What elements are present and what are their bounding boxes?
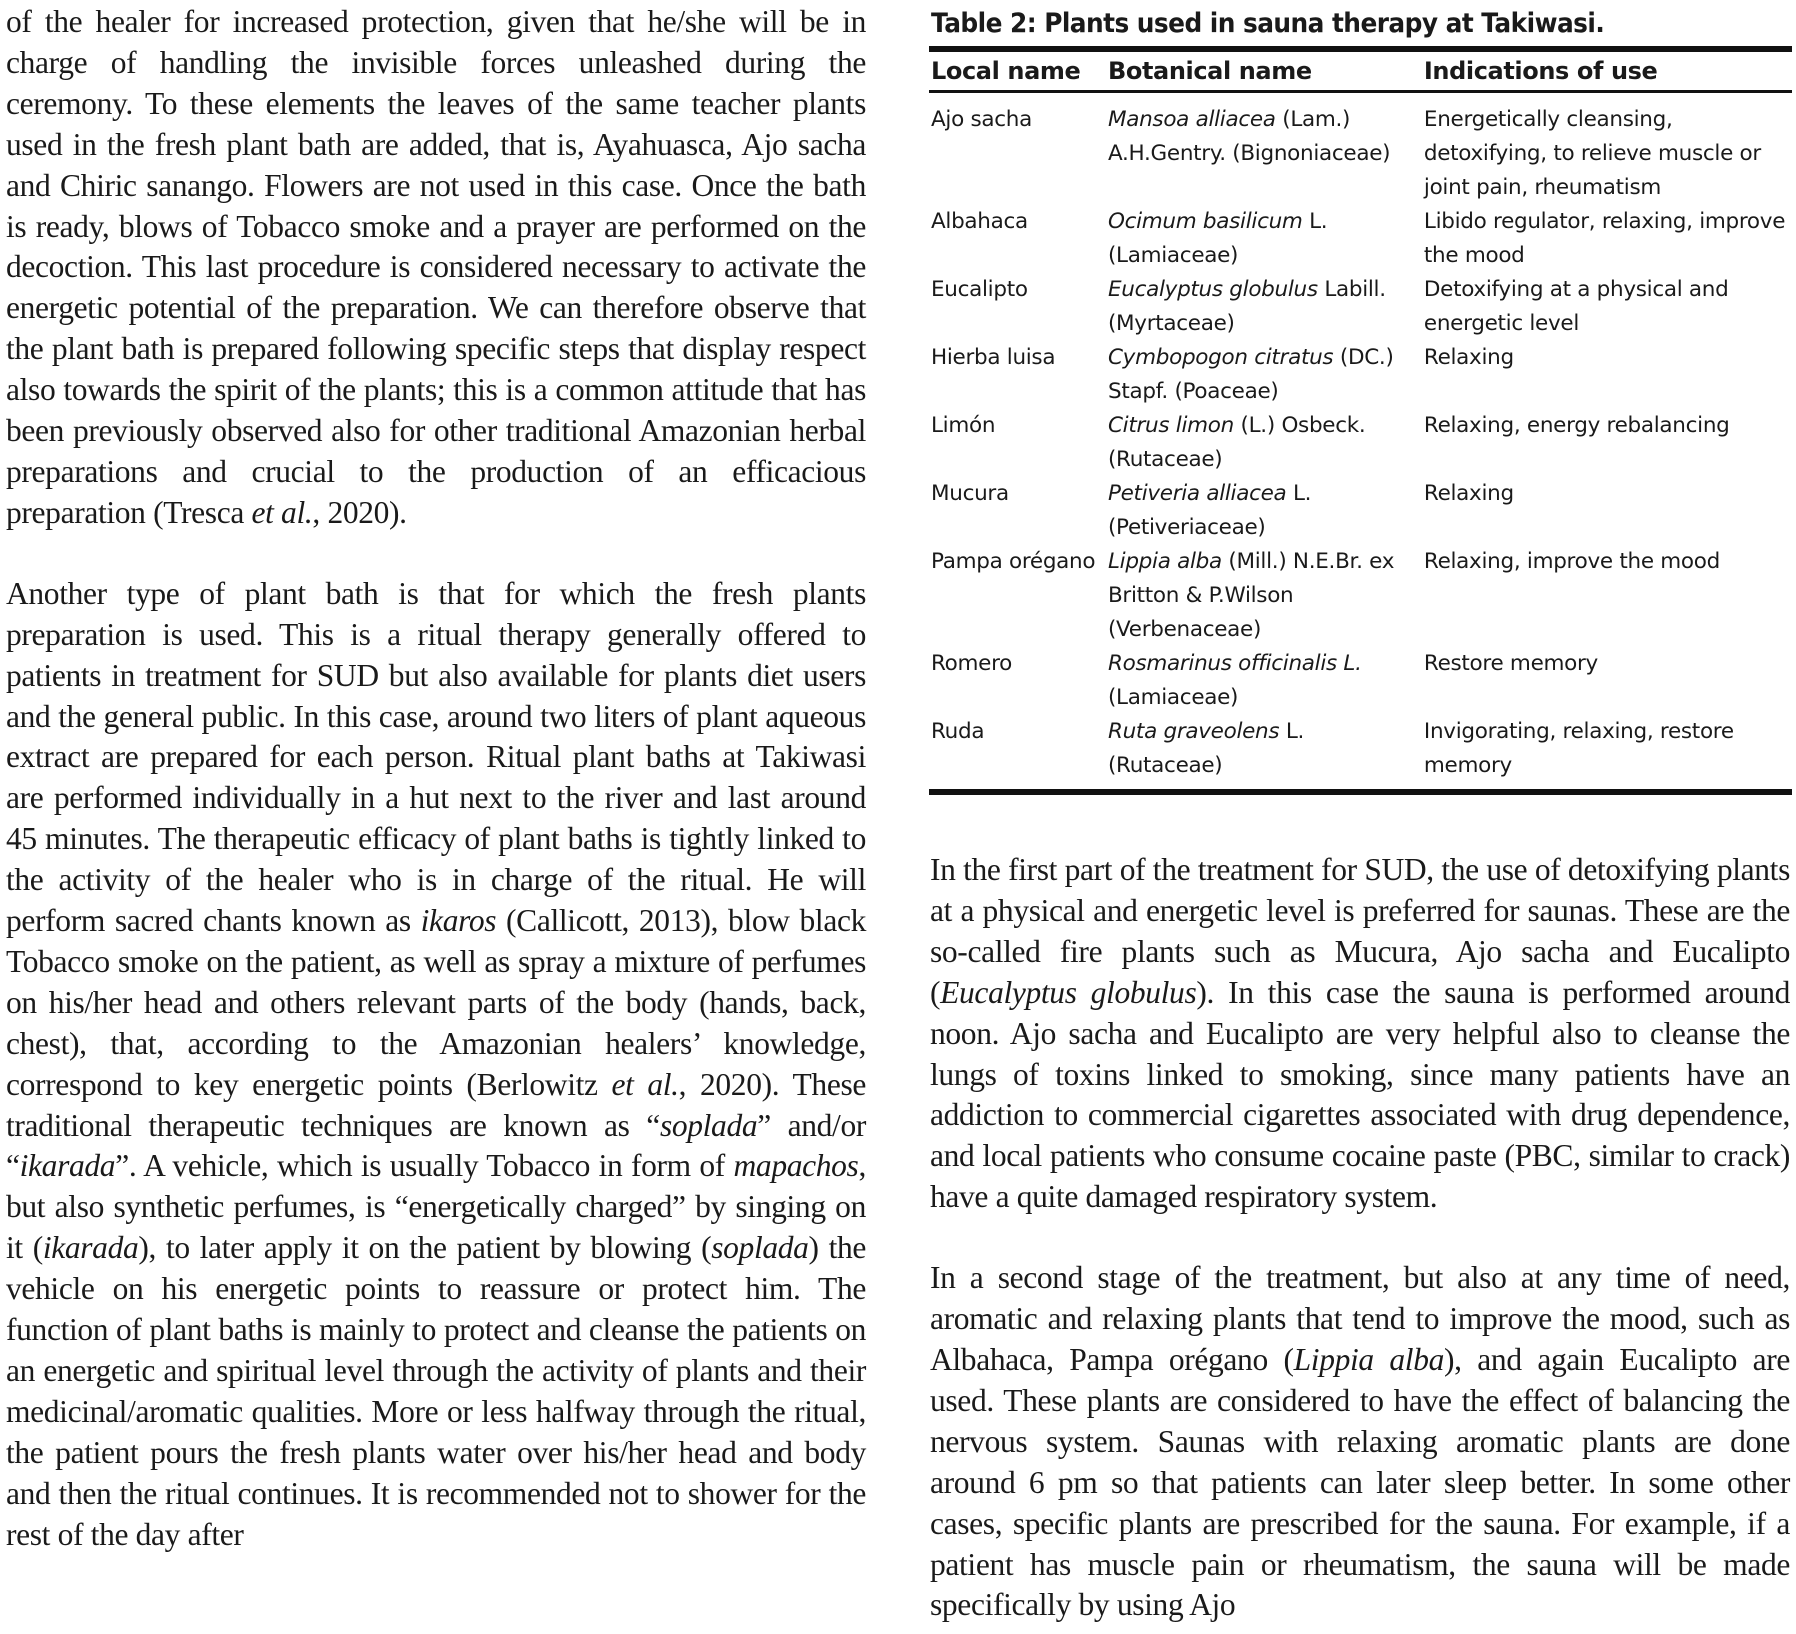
italic-text: et al.	[611, 1066, 679, 1102]
botanical-species-italic: Ruta graveolens	[1107, 719, 1280, 744]
cell-local-name: Ruda	[931, 719, 985, 744]
cell-botanical-name	[1106, 273, 1422, 341]
cell-botanical-name	[1106, 409, 1422, 477]
botanical-authority: L. (Rutaceae)	[1107, 719, 1305, 778]
botanical-species-italic: Mansoa alliacea	[1107, 107, 1276, 132]
table-row	[929, 545, 1792, 647]
botanical-species-italic: Ocimum basilicum	[1107, 209, 1303, 234]
cell-local-name: Limón	[931, 413, 996, 438]
table-caption: Table 2: Plants used in sauna therapy at Takiwasi.	[931, 8, 1605, 39]
cell-botanical-name	[1106, 477, 1422, 545]
table-row	[929, 647, 1792, 715]
cell-local-name: Mucura	[931, 481, 1009, 506]
paragraph-detoxifying-saunas	[930, 850, 1790, 1218]
cell-botanical-name	[1106, 647, 1422, 715]
text-run: Another type of plant bath is that for which the fresh plants preparation is used. This is a ritual therapy generally offered to patients in treatment for SUD but also available for plants diet users and the general public. In this case, around two liters of plant aqueous extract are prepared for each person. Ritual plant baths at Takiwasi are performed individually in a hut next to the river and last around 45 minutes. The therapeutic efficacy of plant baths is tightly linked to the activity of the healer who is in charge of the ritual. He will perform sacred chants known as	[6, 575, 866, 939]
cell-botanical-name	[1106, 341, 1422, 409]
text-run: ” and/or “	[6, 1107, 866, 1184]
cell-indications: Detoxifying at a physical and energetic level	[1423, 277, 1729, 336]
italic-text: soplada	[711, 1230, 809, 1266]
table-row	[929, 205, 1792, 273]
text-run: ”. A vehicle, which is usually Tobacco in form of	[115, 1148, 734, 1184]
text-run: , 2020). These traditional therapeutic techniques are known as “	[6, 1066, 866, 1143]
botanical-species-italic: Lippia alba	[1107, 549, 1222, 574]
table-row	[929, 715, 1792, 792]
botanical-species-italic: Citrus limon	[1107, 413, 1234, 438]
text-run: ), to later apply it on the patient by blowing (	[138, 1230, 712, 1266]
cell-botanical-name	[1106, 205, 1422, 273]
text-run: ), and again Eucalipto are used. These plants are considered to have the effect of balancing the nervous system. Saunas with relaxing aromatic plants are done around 6 pm so that patients can later sleep better. In some other cases, specific plants are prescribed for the sauna. For example, if a patient has muscle pain or rheumatism, the sauna will be made specifically by using Ajo	[930, 1341, 1790, 1623]
botanical-authority: L. (Lamiaceae)	[1107, 209, 1328, 268]
cell-indications: Relaxing, energy rebalancing	[1423, 413, 1730, 438]
cell-indications: Relaxing	[1423, 345, 1514, 370]
cell-indications: Energetically cleansing, detoxifying, to relieve muscle or joint pain, rheumatism	[1423, 107, 1761, 200]
cell-local-name: Hierba luisa	[931, 345, 1056, 370]
text-run: of the healer for increased protection, given that he/she will be in charge of handling the invisible forces unleashed during the ceremony. To these elements the leaves of the same teacher plants used in the fresh plant bath are added, that is, Ayahuasca, Ajo sacha and Chiric sanango. Flowers are not used in this case. Once the bath is ready, blows of Tobacco smoke and a prayer are performed on the decoction. This last procedure is considered necessary to activate the energetic potential of the preparation. We can therefore observe that the plant bath is prepared following specific steps that display respect also towards the spirit of the plants; this is a common attitude that has been previously observed also for other traditional Amazonian herbal preparations and crucial to the production of an efficacious preparation (Tresca	[6, 4, 866, 530]
cell-local-name: Eucalipto	[931, 277, 1028, 302]
cell-botanical-name	[1106, 715, 1422, 792]
table-row	[929, 273, 1792, 341]
table-header-row	[929, 49, 1792, 92]
botanical-authority: (Lamiaceae)	[1107, 685, 1239, 710]
text-run: In the first part of the treatment for SUD, the use of detoxifying plants at a physical and energetic level is preferred for saunas. These are the so-called fire plants such as Mucura, Ajo sacha and Eucalipto (	[930, 852, 1790, 1010]
botanical-species-italic: Rosmarinus officinalis L.	[1107, 651, 1362, 676]
left-text-column	[6, 2, 866, 1556]
botanical-species-italic: Eucalyptus globulus	[1107, 277, 1318, 302]
cell-indications: Invigorating, relaxing, restore memory	[1423, 719, 1734, 778]
cell-indications: Relaxing	[1423, 481, 1514, 506]
paragraph-relaxing-saunas	[930, 1258, 1790, 1626]
botanical-authority: (DC.) Stapf. (Poaceae)	[1107, 345, 1394, 404]
botanical-authority: (L.) Osbeck. (Rutaceae)	[1107, 413, 1366, 472]
italic-text: Lippia alba	[1293, 1341, 1445, 1377]
italic-text: Eucalyptus globulus	[940, 974, 1197, 1010]
table-row	[929, 341, 1792, 409]
paragraph-plant-bath-preparation	[6, 2, 866, 534]
botanical-authority: L. (Petiveriaceae)	[1107, 481, 1312, 540]
botanical-authority: (Mill.) N.E.Br. ex Britton & P.Wilson (Verbenaceae)	[1107, 549, 1395, 642]
italic-text: ikaros	[420, 903, 497, 939]
italic-text: mapachos	[733, 1148, 859, 1184]
text-run: , but also synthetic perfumes, is “energetically charged” by singing on it (	[6, 1148, 866, 1266]
cell-botanical-name	[1106, 545, 1422, 647]
botanical-authority: Labill. (Myrtaceae)	[1107, 277, 1386, 336]
table-row	[929, 477, 1792, 545]
botanical-authority: (Lam.) A.H.Gentry. (Bignoniaceae)	[1107, 107, 1391, 166]
botanical-species-italic: Petiveria alliacea	[1107, 481, 1287, 506]
cell-botanical-name	[1106, 92, 1422, 206]
cell-indications: Libido regulator, relaxing, improve the mood	[1423, 209, 1786, 268]
paragraph-fresh-plant-bath	[6, 574, 866, 1556]
italic-text: ikarada	[19, 1148, 116, 1184]
cell-local-name: Albahaca	[931, 209, 1028, 234]
cell-indications: Restore memory	[1423, 651, 1598, 676]
table-2-block	[929, 4, 1792, 795]
cell-local-name: Ajo sacha	[931, 107, 1032, 132]
text-run: ). In this case the sauna is performed around noon. Ajo sacha and Eucalipto are very helpful also to cleanse the lungs of toxins linked to smoking, since many patients have an addiction to commercial cigarettes associated with drug dependence, and local patients who consume cocaine paste (PBC, similar to crack) have a quite damaged respiratory system.	[930, 974, 1791, 1215]
header-botanical-name: Botanical name	[1106, 49, 1422, 92]
cell-local-name: Pampa orégano	[931, 549, 1096, 574]
plants-sauna-table	[929, 46, 1792, 795]
table-row	[929, 92, 1792, 206]
italic-text: et al.	[251, 494, 313, 530]
table-row	[929, 409, 1792, 477]
text-run: In a second stage of the treatment, but also at any time of need, aromatic and relaxing plants that tend to improve the mood, such as Albahaca, Pampa orégano (	[930, 1260, 1790, 1377]
right-text-column	[930, 850, 1790, 1626]
text-run: ) the vehicle on his energetic points to reassure or protect him. The function of plant baths is mainly to protect and cleanse the patients on an energetic and spiritual level through the activity of plants and their medicinal/aromatic qualities. More or less halfway through the ritual, the patient pours the fresh plants water over his/her head and body and then the ritual continues. It is recommended not to shower for the rest of the day after	[6, 1230, 867, 1552]
cell-local-name: Romero	[931, 651, 1013, 676]
header-indications-of-use: Indications of use	[1422, 49, 1792, 92]
text-run: (Callicott, 2013), blow black Tobacco smoke on the patient, as well as spray a mixture of perfumes on his/her head and others relevant parts of the body (hands, back, chest), that, according to the Amazonian healers’ knowledge, correspond to key energetic points (Berlowitz	[6, 903, 866, 1102]
table-body	[929, 92, 1792, 793]
cell-indications: Relaxing, improve the mood	[1423, 549, 1720, 574]
italic-text: ikarada	[42, 1230, 139, 1266]
text-run: , 2020).	[312, 494, 407, 530]
header-local-name: Local name	[929, 49, 1106, 92]
italic-text: soplada	[659, 1107, 758, 1143]
botanical-species-italic: Cymbopogon citratus	[1107, 345, 1334, 370]
